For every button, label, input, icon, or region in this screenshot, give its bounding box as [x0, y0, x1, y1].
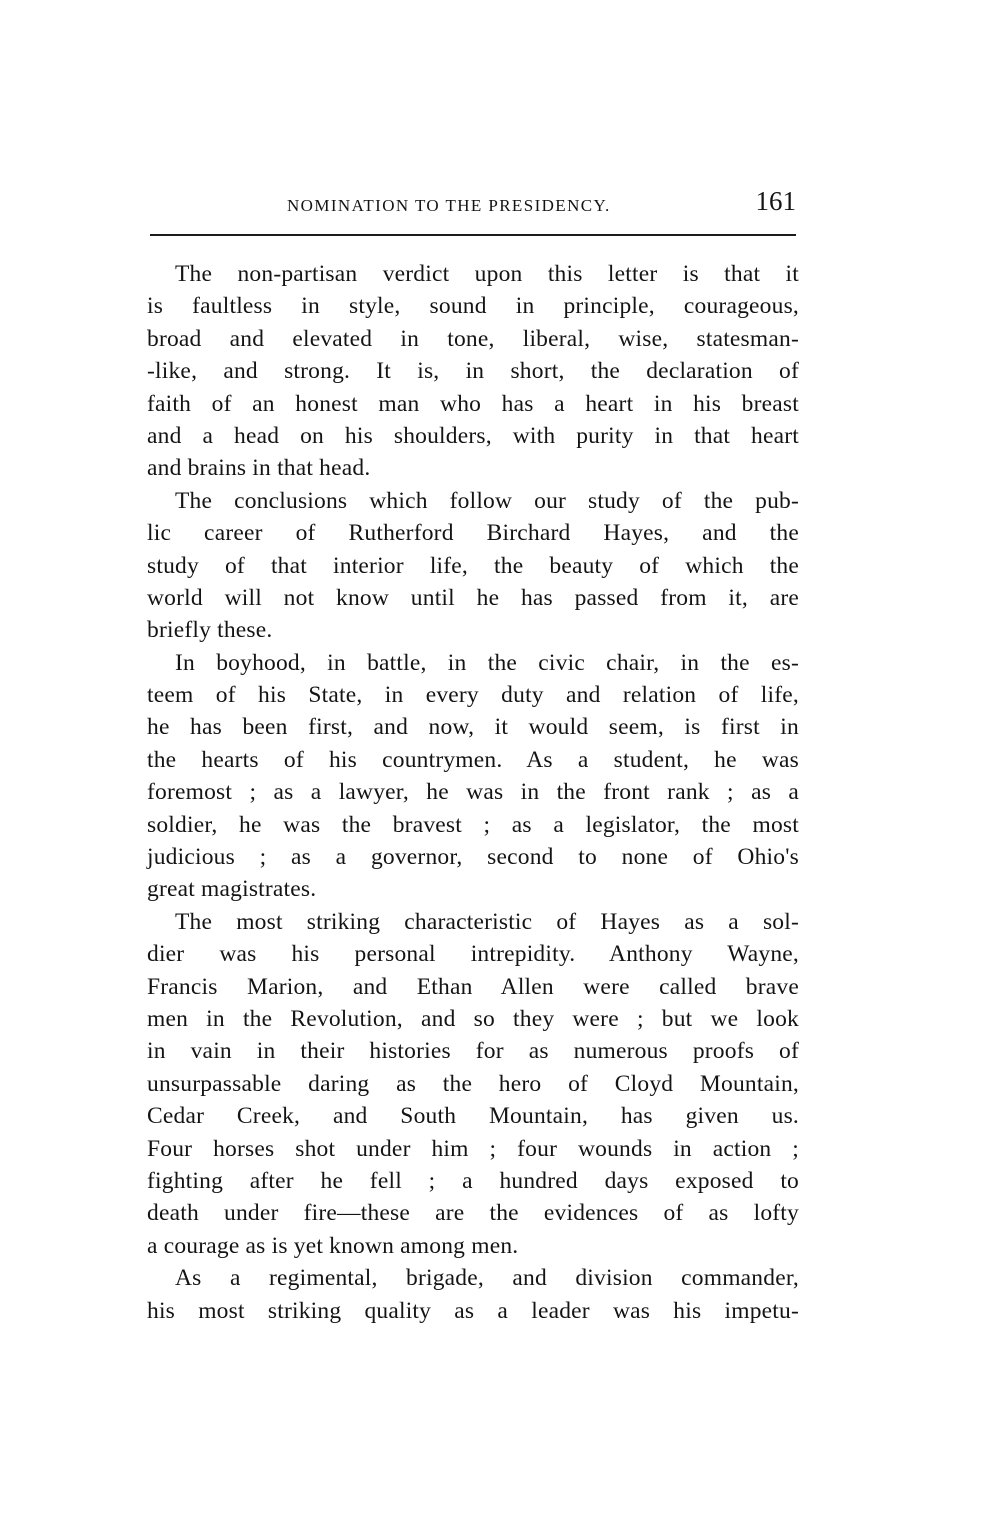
header-rule	[150, 234, 796, 236]
text-line: In boyhood, in battle, in the civic chair, in the es-	[175, 649, 799, 676]
text-line: and brains in that head.	[147, 455, 371, 482]
text-line: lic career of Rutherford Birchard Hayes, and the	[147, 520, 799, 547]
text-line: briefly these.	[147, 617, 273, 644]
text-line: he has been first, and now, it would seem, is first in	[147, 714, 799, 741]
text-line: -like, and strong. It is, in short, the declaration of	[147, 358, 799, 385]
text-line: fighting after he fell ; a hundred days exposed to	[147, 1167, 799, 1194]
text-line: Cedar Creek, and South Mountain, has given us.	[147, 1103, 799, 1130]
text-line: the hearts of his countrymen. As a student, he was	[147, 746, 799, 773]
text-line: faith of an honest man who has a heart in his breast	[147, 390, 799, 417]
text-line: The most striking characteristic of Hayes as a sol-	[175, 908, 799, 935]
text-line: As a regimental, brigade, and division commander,	[175, 1265, 799, 1292]
text-line: broad and elevated in tone, liberal, wise, statesman-	[147, 325, 799, 352]
text-line: dier was his personal intrepidity. Anthony Wayne,	[147, 941, 799, 968]
text-line: soldier, he was the bravest ; as a legislator, the most	[147, 811, 799, 838]
text-line: death under fire—these are the evidences of as lofty	[147, 1200, 799, 1227]
text-line: a courage as is yet known among men.	[147, 1232, 519, 1259]
text-line: world will not know until he has passed from it, are	[147, 584, 799, 611]
body-text	[147, 258, 799, 1327]
text-line: Francis Marion, and Ethan Allen were called brave	[147, 973, 799, 1000]
text-line: foremost ; as a lawyer, he was in the front rank ; as a	[147, 779, 799, 806]
text-line: teem of his State, in every duty and relation of life,	[147, 682, 799, 709]
text-line: The conclusions which follow our study of the pub-	[175, 487, 799, 514]
text-line: study of that interior life, the beauty of which the	[147, 552, 799, 579]
text-line: and a head on his shoulders, with purity in that heart	[147, 422, 799, 449]
text-line: his most striking quality as a leader was his impetu-	[147, 1297, 799, 1324]
text-line: great magistrates.	[147, 876, 317, 903]
running-title: NOMINATION TO THE PRESIDENCY.	[287, 196, 611, 215]
text-line: Four horses shot under him ; four wounds in action ;	[147, 1135, 799, 1162]
text-line: men in the Revolution, and so they were ; but we look	[147, 1005, 799, 1032]
text-line: is faultless in style, sound in principle, courageous,	[147, 293, 799, 320]
text-line: in vain in their histories for as numerous proofs of	[147, 1038, 799, 1065]
page-number: 161	[755, 186, 796, 216]
text-line: unsurpassable daring as the hero of Cloyd Mountain,	[147, 1070, 799, 1097]
text-line: judicious ; as a governor, second to none of Ohio's	[147, 844, 799, 871]
running-head	[150, 186, 796, 226]
text-line: The non-partisan verdict upon this letter is that it	[175, 261, 799, 287]
